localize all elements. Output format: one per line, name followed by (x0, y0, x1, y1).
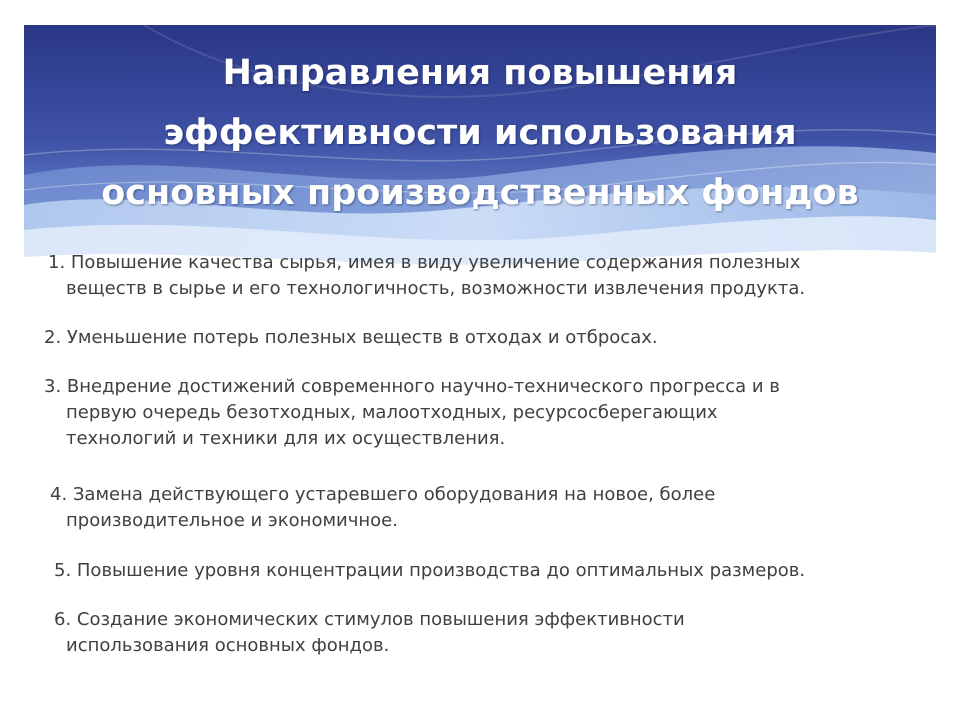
title-line: эффективности использования (163, 113, 797, 153)
list-item (54, 558, 805, 584)
item-text: 6. Создание экономических стимулов повышения эффективности (54, 609, 685, 630)
item-text: 5. Повышение уровня концентрации производства до оптимальных размеров. (54, 560, 806, 581)
item-text: 4. Замена действующего устаревшего оборудования на новое, более (50, 484, 716, 505)
list-item (44, 374, 780, 452)
item-text: 2. Уменьшение потерь полезных веществ в отходах и отбросах. (44, 327, 658, 348)
item-text: 1. Повышение качества сырья, имея в виду увеличение содержания полезных (48, 252, 801, 273)
item-text: первую очередь безотходных, малоотходных, ресурсосберегающих (66, 402, 718, 423)
item-text: 3. Внедрение достижений современного научно-технического прогресса и в (44, 376, 780, 397)
item-text: использования основных фондов. (66, 635, 390, 656)
title-line: Направления повышения (222, 53, 738, 93)
list-item (44, 325, 658, 351)
item-text: технологий и техники для их осуществления. (66, 428, 506, 449)
item-text: веществ в сырье и его технологичность, возможности извлечения продукта. (66, 278, 806, 299)
list-item (48, 250, 805, 302)
list-item (54, 607, 685, 659)
title-line: основных производственных фондов (101, 173, 859, 213)
item-text: производительное и экономичное. (66, 510, 398, 531)
list-item (50, 482, 715, 534)
